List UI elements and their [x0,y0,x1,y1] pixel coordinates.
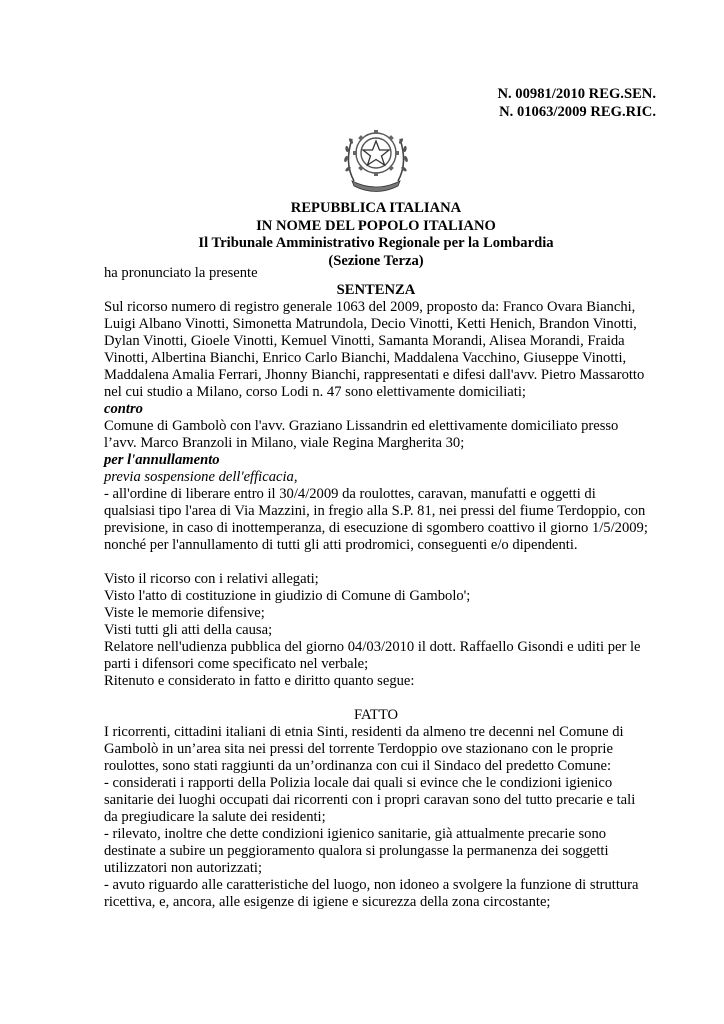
comune-paragraph: Comune di Gambolò con l'avv. Graziano Lissandrin ed elettivamente domiciliato presso l’avv. Marco Branzoli in Milano, viale Regina Margherita 30; [104,418,619,451]
intro-text: ha pronunciato la presente [104,265,258,281]
heading-court: Il Tribunale Amministrativo Regionale per la Lombardia [198,235,554,251]
spacer [104,690,648,707]
fatto-title: FATTO [353,707,399,723]
ricorrenti-paragraph: I ricorrenti, cittadini italiani di etnia Sinti, residenti da almeno tre decenni nel Comune di Gambolò in un’area sita nei pressi del torrente Terdoppio ove stazionano con le proprie roulottes, sono stati raggiunti da un’ordinanza con cui il Sindaco del predetto Comune: [104,724,624,774]
ordine-paragraph: - all'ordine di liberare entro il 30/4/2009 da roulottes, caravan, manufatti e oggetti di qualsiasi tipo l'area di Via Mazzini, in fregio alla S.P. 81, nei pressi del fiume Terdoppio, con previsione, in caso di inottemperanza, di esecuzione di sgombero coattivo il giorno 1/5/2009; nonché per l'annullamento di tutti gli atti prodromici, conseguenti e/o dipendenti. [104,486,648,553]
annullamento-label: per l'annullamento [104,452,220,468]
contro-label: contro [104,401,143,417]
heading-republic: REPUBBLICA ITALIANA [290,200,462,216]
visti-atti: Visti tutti gli atti della causa; [104,622,273,638]
spacer [104,554,648,571]
court-heading [100,200,652,270]
heading-section: (Sezione Terza) [328,252,424,269]
visto-costituzione: Visto l'atto di costituzione in giudizio di Comune di Gambolo'; [104,588,471,604]
judgment-body [104,265,648,911]
rilevato-paragraph: - rilevato, inoltre che dette condizioni igienico sanitarie, già attualmente precarie sono destinate a subire un peggioramento qualora si prolungasse la permanenza dei soggetti utilizzatori non autorizzati; [104,826,609,876]
registry-references [470,86,656,121]
ref-reg-ric: N. 01063/2009 REG.RIC. [499,103,656,120]
considerati-paragraph: - considerati i rapporti della Polizia locale dai quali si evince che le condizioni igienico sanitarie dei luoghi occupati dai ricorrenti con i propri caravan sono del tutto precarie e tali da pregiudicare la salute dei residenti; [104,775,636,825]
sospensione-label: previa sospensione dell'efficacia, [104,469,298,485]
ricorso-paragraph: Sul ricorso numero di registro generale 1063 del 2009, proposto da: Franco Ovara Bianchi, Luigi Albano Vinotti, Simonetta Matrundola, Decio Vinotti, Ketti Henich, Brandon Vinotti, Dylan Vinotti, Gioele Vinotti, Kemuel Vinotti, Samanta Morandi, Alisea Morandi, Fraida Vinotti, Albertina Bianchi, Enrico Carlo Bianchi, Maddalena Vacchino, Giuseppe Vinotti, Maddalena Amalia Ferrari, Jhonny Bianchi, rappresentati e difesi dall'avv. Pietro Massarotto nel cui studio a Milano, corso Lodi n. 47 sono elettivamente domiciliati; [104,299,645,400]
viste-memorie: Viste le memorie difensive; [104,605,265,621]
visto-ricorso: Visto il ricorso con i relativi allegati; [104,571,319,587]
ritenuto-line: Ritenuto e considerato in fatto e diritto quanto segue: [104,673,415,689]
sentenza-title: SENTENZA [336,282,416,298]
avuto-paragraph: - avuto riguardo alle caratteristiche del luogo, non idoneo a svolgere la funzione di struttura ricettiva, e, ancora, alle esigenze di igiene e sicurezza della zona circostante; [104,877,639,910]
relatore-paragraph: Relatore nell'udienza pubblica del giorno 04/03/2010 il dott. Raffaello Gisondi e uditi per le parti i difensori come specificato nel verbale; [104,639,641,672]
italian-republic-emblem-icon [338,119,414,195]
heading-people: IN NOME DEL POPOLO ITALIANO [256,217,496,234]
ref-reg-sen: N. 00981/2010 REG.SEN. [497,86,656,102]
